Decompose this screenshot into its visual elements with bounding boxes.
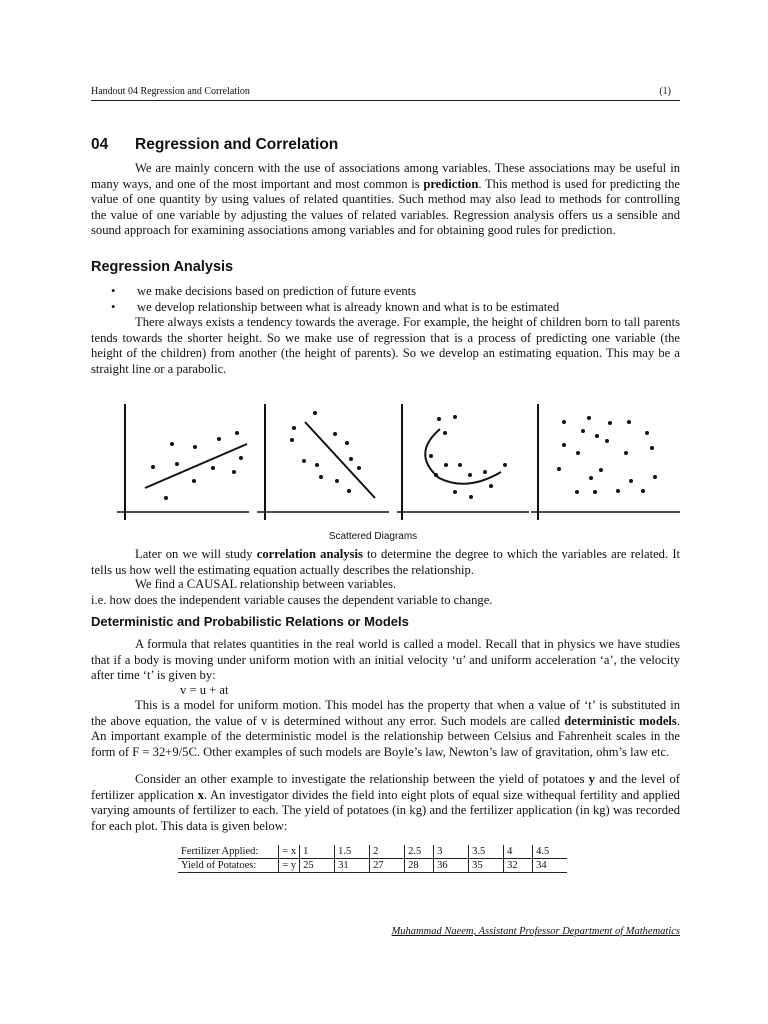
- table-cell: 1.5: [335, 845, 370, 859]
- bullet-dot: •: [111, 300, 116, 314]
- models-text-2: . An important example of the deterministic model is the relationship between Celsius and Fahrenheit scales in the form of F = 32+9/5C. Other examples of such models are Boyle’s law, Newton’s law of gravitation, ohm’s law etc.: [91, 713, 680, 759]
- table-cell: 2.5: [405, 845, 434, 859]
- velocity-equation: v = u + at: [180, 683, 229, 697]
- models-p3-y: y: [588, 772, 595, 786]
- models-p3-text-c: . An investigator divides the field into eight plots of equal size withequal fertility and applied varying amounts of fertilizer to each. The yield of potatoes (in kg) and the fertilizer application (in kg) was recorded for each plot. This data is given below:: [91, 787, 680, 833]
- scatter-diagrams-figure: [117, 392, 680, 546]
- scatter-panel-no-relation: [531, 404, 680, 520]
- section-number: 04: [91, 136, 109, 153]
- models-paragraph-3: [91, 772, 680, 834]
- section-title-text: Regression and Correlation: [135, 136, 339, 153]
- regression-heading: Regression Analysis: [91, 259, 234, 275]
- table-var: = x: [279, 845, 300, 859]
- table-cell: 3.5: [469, 845, 504, 859]
- page-footer: Muhammad Naeem, Assistant Professor Department of Mathematics: [391, 926, 680, 937]
- correlation-text-2: to determine the degree to which the variables are related. It tells us how well the estimating equation actually describes the relationship.: [91, 547, 681, 577]
- regression-paragraph: There always exists a tendency towards the average. For example, the height of children born to tall parents tends towards the shorter height. So we make use of regression that is a process of predicting one variable (the height of the children) from another (the height of parents). So we develop an estimating equation. This may be a straight line or a parabolic.: [91, 315, 680, 376]
- table-cell: 1: [300, 845, 335, 859]
- table-row-label: Yield of Potatoes:: [178, 859, 279, 873]
- table-cell: 2: [370, 845, 405, 859]
- table-cell: 25: [300, 859, 335, 873]
- models-bold: deterministic models: [564, 713, 677, 728]
- table-cell: 35: [469, 859, 504, 873]
- bullet-dot: •: [111, 284, 116, 298]
- models-paragraph-2: [91, 698, 680, 760]
- scatter-panel-parabolic: [397, 404, 529, 520]
- table-cell: 36: [434, 859, 469, 873]
- header-rule: [91, 100, 680, 101]
- table-row-label: Fertilizer Applied:: [178, 845, 279, 859]
- table-var: = y: [279, 859, 300, 873]
- models-p3-x: x: [197, 787, 204, 802]
- intro-paragraph: [91, 161, 680, 239]
- table-cell: 4.5: [533, 845, 568, 859]
- table-cell: 32: [504, 859, 533, 873]
- models-paragraph-1: A formula that relates quantities in the real world is called a model. Recall that in physics we have studies that if a body is moving under uniform motion with an initial velocity ‘u’ and uniform acceleration ‘a’, the velocity after time ‘t’ is given by:: [91, 637, 680, 683]
- figure-caption: Scattered Diagrams: [328, 531, 418, 542]
- table-cell: 28: [405, 859, 434, 873]
- section-title: [91, 136, 338, 154]
- models-text-1: This is a model for uniform motion. This model has the property that when a value of ‘t’ is substituted in the above equation, the value of v is determined without any error. Such models are called: [91, 698, 680, 728]
- bullet-item: we develop relationship between what is already known and what is to be estimated: [137, 300, 560, 314]
- correlation-paragraph: [91, 547, 680, 578]
- ie-line: i.e. how does the independent variable causes the dependent variable to change.: [91, 593, 493, 607]
- models-p3-text-b: and the level of fertilizer application: [91, 772, 680, 802]
- intro-text-1: We are mainly concern with the use of associations among variables. These associations may be useful in many ways, and one of the most important and most common is: [91, 161, 680, 191]
- intro-text-2: . This method is used for predicting the value of one quantity by using values of related quantities. Such method may also lead to methods for controlling the value of one variable by adjusting the values of related variables. Regression analysis offers us a sensible and sound approach for examining associations among variables and for obtaining good rules for prediction.: [91, 176, 680, 238]
- scatter-panel-linear-positive: [117, 404, 249, 520]
- table-cell: 27: [370, 859, 405, 873]
- correlation-bold: correlation analysis: [256, 547, 363, 561]
- table-cell: 31: [335, 859, 370, 873]
- scatter-panel-linear-negative: [257, 404, 389, 520]
- page-number: (1): [659, 86, 671, 97]
- table-cell: 3: [434, 845, 469, 859]
- header-title: Handout 04 Regression and Correlation: [91, 86, 250, 97]
- intro-bold: prediction: [423, 176, 479, 191]
- table-row-yield: [178, 859, 567, 873]
- models-p3-text-a: Consider an other example to investigate the relationship between the yield of potatoes: [135, 772, 589, 786]
- table-row-fertilizer: [178, 845, 567, 859]
- running-header: [91, 86, 671, 97]
- causal-line: We find a CAUSAL relationship between variables.: [135, 577, 397, 591]
- fertilizer-yield-table: [178, 845, 567, 873]
- correlation-text-1: Later on we will study: [135, 547, 257, 561]
- table-cell: 34: [533, 859, 568, 873]
- table-cell: 4: [504, 845, 533, 859]
- models-heading: Deterministic and Probabilistic Relations or Models: [91, 614, 409, 629]
- bullet-item: we make decisions based on prediction of future events: [137, 284, 417, 298]
